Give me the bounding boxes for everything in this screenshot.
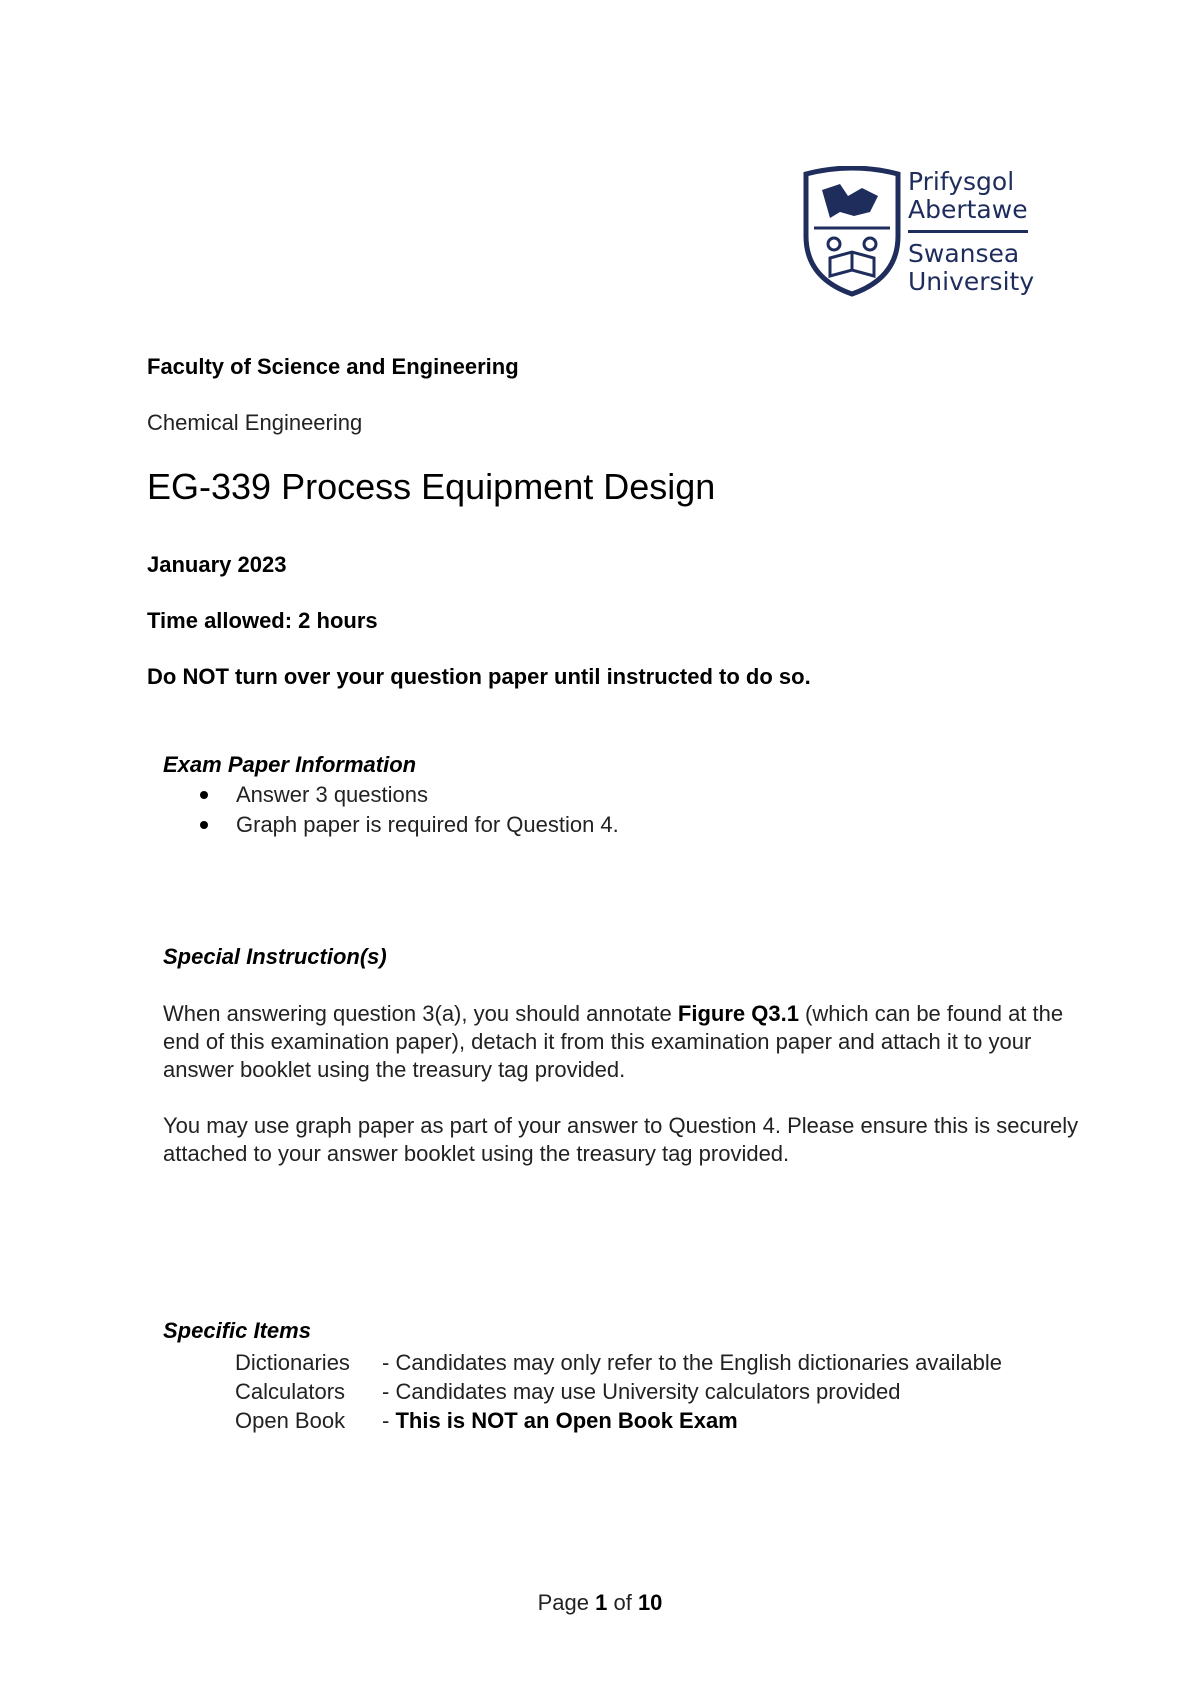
special-instructions-heading: Special Instruction(s) xyxy=(163,944,387,969)
logo-line-university: University xyxy=(908,267,1035,296)
exam-info-heading: Exam Paper Information xyxy=(163,752,417,777)
item-value: - Candidates may use University calculators provided xyxy=(382,1379,901,1404)
special-instruction-paragraph-2: You may use graph paper as part of your answer to Question 4. Please ensure this is securely attached to your answer booklet using the treasury tag provided. xyxy=(163,1113,1079,1166)
logo-divider xyxy=(908,230,1028,233)
department-name: Chemical Engineering xyxy=(147,410,363,435)
specific-items-table xyxy=(235,1348,1002,1435)
table-row xyxy=(235,1377,1002,1406)
turn-over-warning: Do NOT turn over your question paper until instructed to do so. xyxy=(147,664,811,689)
table-row xyxy=(235,1406,1002,1435)
exam-info-list xyxy=(200,780,619,840)
time-allowed: Time allowed: 2 hours xyxy=(147,608,378,633)
faculty-name: Faculty of Science and Engineering xyxy=(147,354,519,379)
logo-line-prifysgol: Prifysgol xyxy=(908,167,1015,196)
exam-date: January 2023 xyxy=(147,552,287,577)
item-label: Dictionaries xyxy=(235,1350,350,1375)
university-logo xyxy=(800,166,1040,298)
list-item: Answer 3 questions xyxy=(200,780,619,810)
item-label: Open Book xyxy=(235,1408,346,1433)
figure-reference: Figure Q3.1 xyxy=(677,1001,799,1026)
item-value: - Candidates may only refer to the English dictionaries available xyxy=(382,1350,1002,1375)
page-number: Page 1 of 10 xyxy=(537,1590,663,1615)
crest-icon xyxy=(800,166,904,298)
exam-title: EG-339 Process Equipment Design xyxy=(147,466,716,507)
logo-line-swansea: Swansea xyxy=(908,239,1020,268)
list-item: Graph paper is required for Question 4. xyxy=(200,810,619,840)
specific-items-heading: Specific Items xyxy=(163,1318,311,1343)
item-label: Calculators xyxy=(235,1379,346,1404)
logo-line-abertawe: Abertawe xyxy=(908,195,1028,224)
item-value: - This is NOT an Open Book Exam xyxy=(382,1408,738,1433)
special-instruction-paragraph-1: When answering question 3(a), you should annotate Figure Q3.1 (which can be found at the end of this examination paper), detach it from this examination paper and attach it to your answer booklet using the treasury tag provided. xyxy=(163,1001,1064,1082)
table-row xyxy=(235,1348,1002,1377)
